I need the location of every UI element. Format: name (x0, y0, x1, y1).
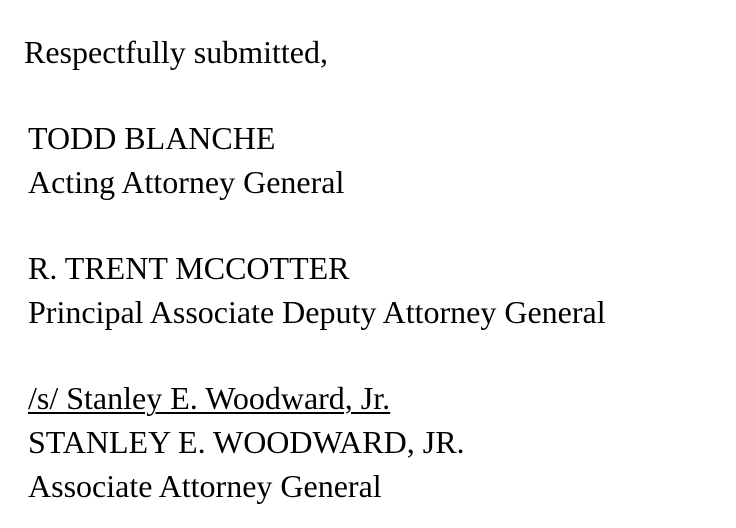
signatory-title-woodward: Associate Attorney General (28, 468, 382, 504)
signatory-name-woodward: STANLEY E. WOODWARD, JR. (28, 424, 465, 460)
signatory-title-mccotter: Principal Associate Deputy Attorney General (28, 294, 606, 330)
signatory-name-blanche: TODD BLANCHE (28, 120, 276, 156)
signatory-title-blanche: Acting Attorney General (28, 164, 345, 200)
signatory-name-mccotter: R. TRENT MCCOTTER (28, 250, 350, 286)
closing-line: Respectfully submitted, (24, 34, 328, 70)
electronic-signature: /s/ Stanley E. Woodward, Jr. (28, 380, 391, 416)
